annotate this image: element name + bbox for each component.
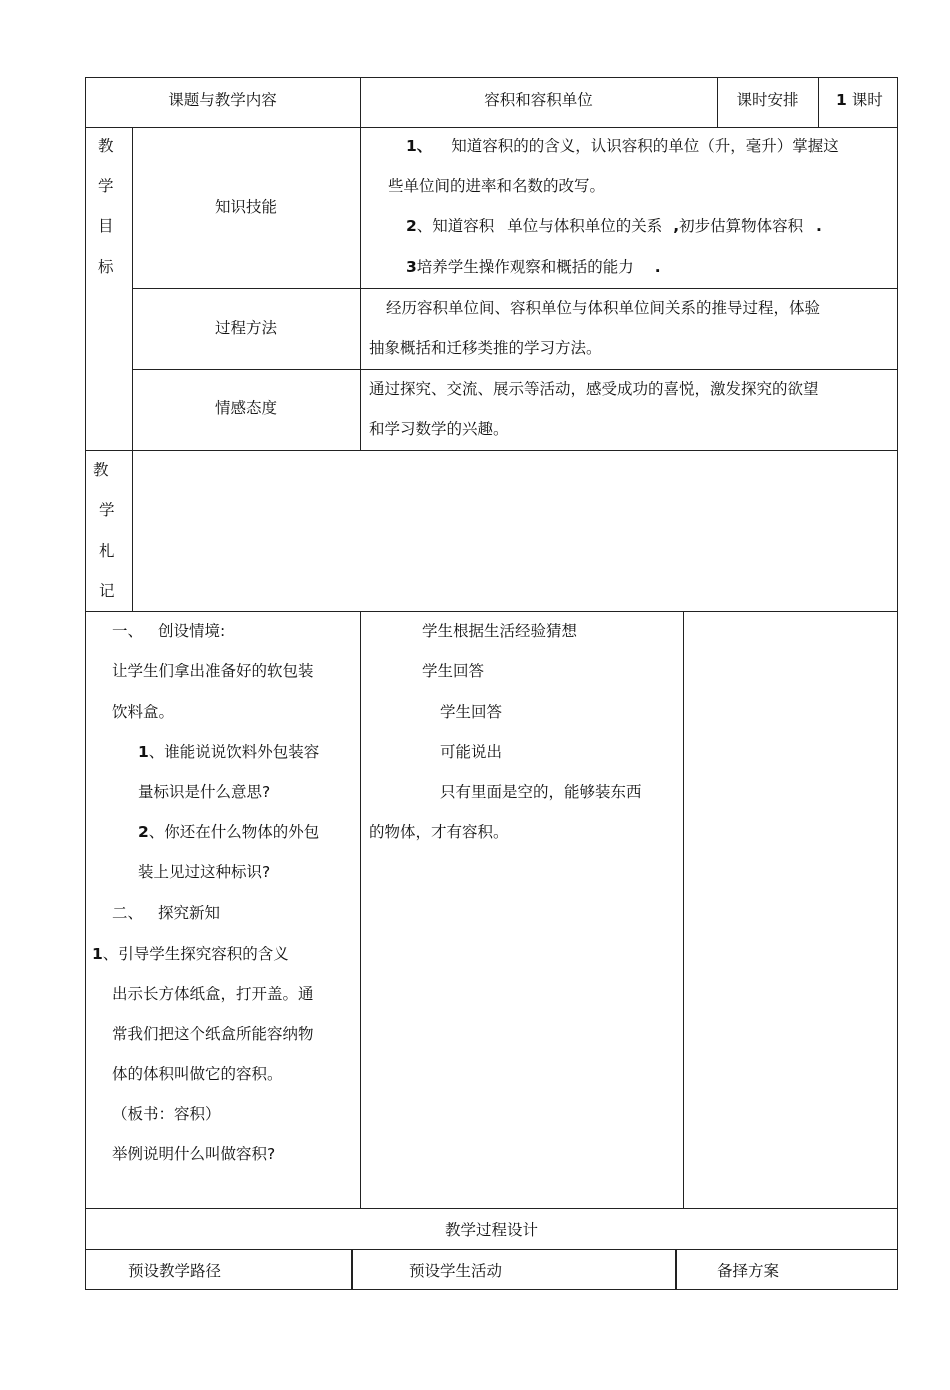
path-q2-cont: 装上见过这种标识? <box>138 863 271 881</box>
goals-label-char-4: 标 <box>98 258 114 276</box>
knowledge-item-2-num: 2 <box>406 217 417 235</box>
path-step-1 <box>112 621 225 641</box>
process-line-2: 抽象概括和迁移类推的学习方法。 <box>369 339 602 357</box>
knowledge-item-2-comma: , <box>673 217 680 235</box>
process-label: 过程方法 <box>214 319 277 337</box>
student-line-5: 只有里面是空的，能够装东西 <box>440 783 642 801</box>
path-step-2-title: 探究新知 <box>157 904 220 922</box>
knowledge-item-3-num: 3 <box>406 258 417 276</box>
notes-label-char-4: 记 <box>99 582 115 600</box>
topic-value: 容积和容积单位 <box>484 91 593 109</box>
path-sub-1-num: 1 <box>92 945 103 963</box>
emotion-line-2: 和学习数学的兴趣。 <box>369 420 509 438</box>
path-p2: 常我们把这个纸盒所能容纳物 <box>112 1025 314 1043</box>
path-step-1-num: 一、 <box>112 622 144 640</box>
student-line-4: 可能说出 <box>440 743 503 761</box>
knowledge-item-2 <box>406 216 822 236</box>
student-line-3: 学生回答 <box>440 703 503 721</box>
path-q2 <box>138 822 319 842</box>
emotion-line-1: 通过探究、交流、展示等活动，感受成功的喜悦，激发探究的欲望 <box>369 380 819 398</box>
knowledge-label: 知识技能 <box>214 198 277 216</box>
notes-label-char-2: 学 <box>99 501 115 519</box>
path-q1-num: 1 <box>138 743 149 761</box>
path-p3: 体的体积叫做它的容积。 <box>112 1065 283 1083</box>
path-q1-text: 、谁能说说饮料外包装容 <box>148 743 320 761</box>
path-p5: 举例说明什么叫做容积? <box>112 1145 276 1163</box>
knowledge-item-2-end: . <box>816 217 822 235</box>
schedule-label: 课时安排 <box>736 91 799 109</box>
design-title: 教学过程设计 <box>444 1221 538 1239</box>
path-p4: （板书：容积） <box>112 1105 221 1123</box>
knowledge-item-1-text: 知道容积的的含义，认识容积的单位（升，毫升）掌握这 <box>451 137 839 155</box>
path-q1 <box>138 742 319 762</box>
path-p1: 出示长方体纸盒，打开盖。通 <box>112 985 314 1003</box>
knowledge-item-2-a: 、知道容积 <box>416 217 495 235</box>
footer-col-alternative: 备择方案 <box>717 1262 780 1280</box>
notes-label-char-3: 札 <box>99 542 115 560</box>
student-line-6: 的物体，才有容积。 <box>369 823 509 841</box>
schedule-num: 1 <box>836 91 847 109</box>
path-line-3: 饮料盒。 <box>112 703 175 721</box>
path-sub-1-text: 、引导学生探究容积的含义 <box>102 945 289 963</box>
topic-label: 课题与教学内容 <box>168 91 277 109</box>
knowledge-item-1-num: 1、 <box>406 137 433 155</box>
knowledge-item-1-cont: 些单位间的进率和名数的改写。 <box>388 177 606 195</box>
student-line-1: 学生根据生活经验猜想 <box>422 622 578 640</box>
knowledge-item-3 <box>406 257 661 277</box>
goals-label-char-1: 教 <box>98 137 114 155</box>
path-step-2-num: 二、 <box>112 904 144 922</box>
goals-label-char-2: 学 <box>98 177 114 195</box>
knowledge-item-2-c: 初步估算物体容积 <box>679 217 804 235</box>
knowledge-item-1 <box>406 136 839 156</box>
path-q1-cont: 量标识是什么意思? <box>138 783 271 801</box>
student-line-2: 学生回答 <box>422 662 485 680</box>
path-q2-num: 2 <box>138 823 149 841</box>
path-q2-text: 、你还在什么物体的外包 <box>148 823 320 841</box>
path-step-1-title: 创设情境: <box>157 622 226 640</box>
footer-col-student: 预设学生活动 <box>409 1262 503 1280</box>
goals-label-char-3: 目 <box>98 217 114 235</box>
knowledge-item-2-b: 单位与体积单位的关系 <box>507 217 663 235</box>
schedule-unit: 课时 <box>851 91 883 109</box>
path-sub-1 <box>92 944 289 964</box>
footer-col-path: 预设教学路径 <box>128 1262 222 1280</box>
schedule-value <box>836 90 883 110</box>
path-line-2: 让学生们拿出准备好的软包装 <box>112 662 314 680</box>
knowledge-item-3-text: 培养学生操作观察和概括的能力 <box>416 258 634 276</box>
process-line-1: 经历容积单位间、容积单位与体积单位间关系的推导过程，体验 <box>386 299 821 317</box>
knowledge-item-3-end: . <box>654 258 661 276</box>
emotion-label: 情感态度 <box>214 399 277 417</box>
notes-label-char-1: 教 <box>93 461 109 479</box>
path-step-2 <box>112 903 220 923</box>
